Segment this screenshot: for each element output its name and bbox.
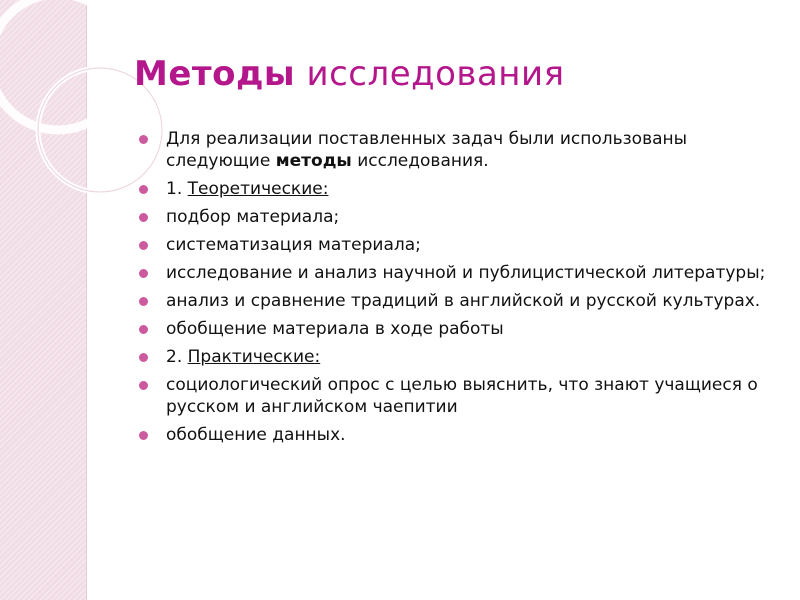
list-item-section-practical [134, 346, 774, 368]
intro-text-bold: методы [275, 151, 352, 171]
bullet-icon [139, 213, 148, 222]
list-item [134, 318, 774, 340]
list-item-text: обобщение материала в ходе работы [166, 319, 504, 339]
list-item-text: подбор материала; [166, 207, 340, 227]
list-item [134, 424, 774, 446]
intro-text-before: Для реализации поставленных задач были использованы следующие [166, 129, 688, 171]
list-item [134, 290, 774, 312]
bullet-icon [139, 185, 148, 194]
bullet-icon [139, 431, 148, 440]
slide-title [134, 50, 565, 98]
section-label: Практические: [187, 347, 321, 367]
section-label: Теоретические: [187, 179, 329, 199]
bullet-icon [139, 241, 148, 250]
list-item-text: обобщение данных. [166, 425, 346, 445]
bullet-icon [139, 269, 148, 278]
section-prefix: 2. [166, 347, 188, 367]
list-item-text: социологический опрос с целью выяснить, что знают учащиеся о русском и английском чаепитии [166, 375, 758, 417]
list-item-intro [134, 128, 774, 172]
bullet-list [134, 128, 774, 452]
list-item-text: систематизация материала; [166, 235, 421, 255]
list-item [134, 374, 774, 418]
list-item [134, 262, 774, 284]
bullet-icon [139, 135, 148, 144]
bullet-icon [139, 325, 148, 334]
section-prefix: 1. [166, 179, 188, 199]
bullet-icon [139, 353, 148, 362]
list-item [134, 234, 774, 256]
slide-title-strong: Методы [134, 54, 296, 94]
list-item [134, 206, 774, 228]
list-item-text: анализ и сравнение традиций в английской и русской культурах. [166, 291, 761, 311]
intro-text-after: исследования. [351, 151, 489, 171]
list-item-section-theoretical [134, 178, 774, 200]
bullet-icon [139, 297, 148, 306]
slide-title-rest: исследования [295, 54, 565, 94]
bullet-icon [139, 381, 148, 390]
list-item-text: исследование и анализ научной и публицистической литературы; [166, 263, 766, 283]
